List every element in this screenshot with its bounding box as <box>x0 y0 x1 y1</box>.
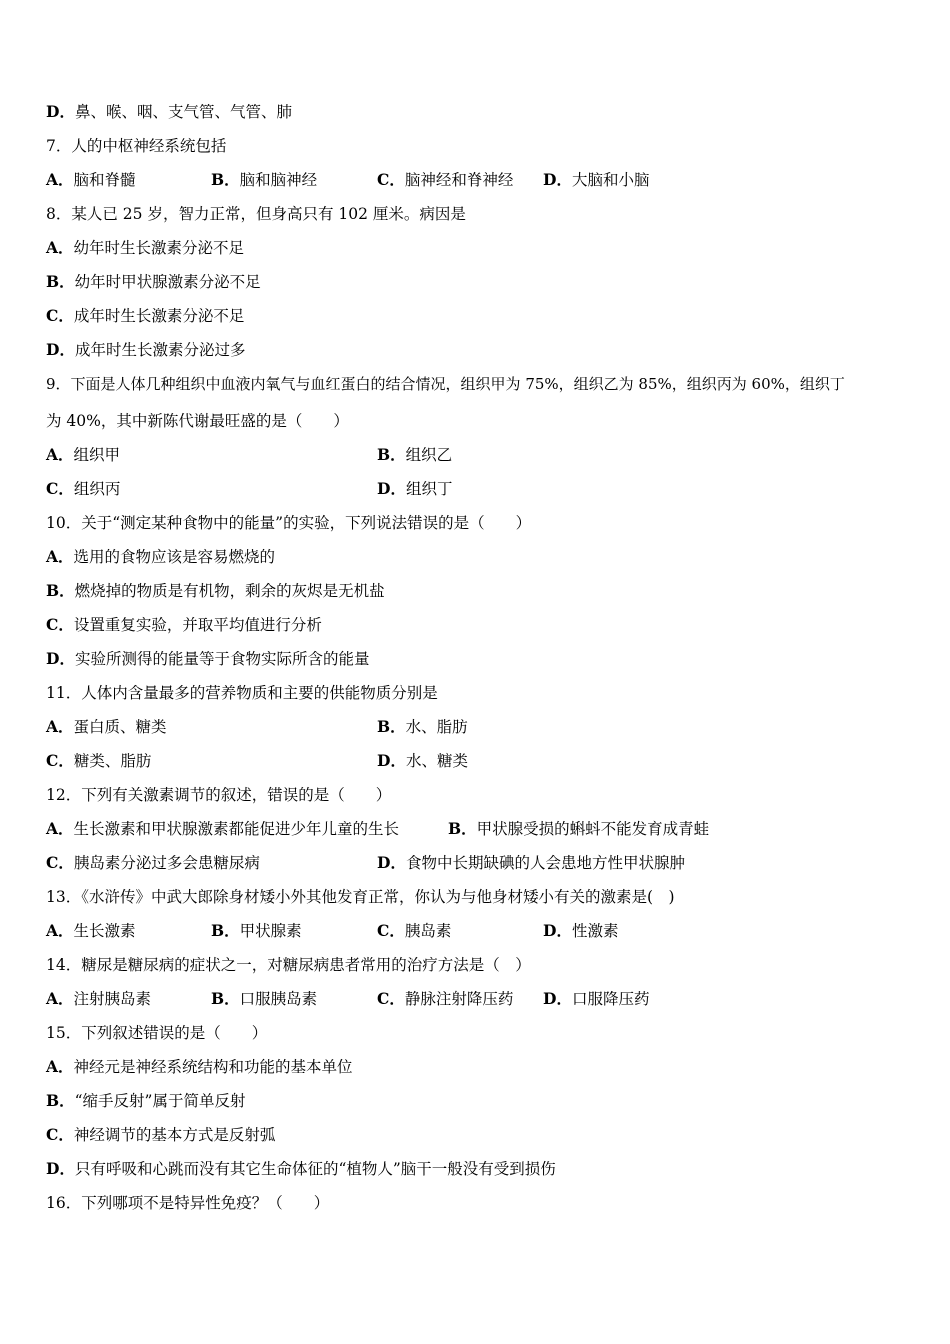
option-d: D．大脑和小脑 <box>543 170 650 189</box>
question-12: 12．下列有关激素调节的叙述，错误的是（ ） <box>46 786 392 804</box>
option-b: B．口服胰岛素 <box>211 989 318 1008</box>
question-11: 11．人体内含量最多的营养物质和主要的供能物质分别是 <box>46 684 438 702</box>
option-a: A．组织甲 <box>46 445 121 464</box>
option-b: B．甲状腺受损的蝌蚪不能发育成青蛙 <box>448 819 710 838</box>
option-c: C．糖类、脂肪 <box>46 751 152 770</box>
question-9: 9．下面是人体几种组织中血液内氧气与血红蛋白的结合情况，组织甲为 75%，组织乙为 85%，组织丙为 60%，组织丁 <box>46 375 845 393</box>
option-c: C．成年时生长激素分泌不足 <box>46 306 245 325</box>
option-a: A．生长激素和甲状腺激素都能促进少年儿童的生长 <box>46 819 400 838</box>
option-d: D．只有呼吸和心跳而没有其它生命体征的“植物人”脑干一般没有受到损伤 <box>46 1159 556 1178</box>
option-c: C．胰岛素分泌过多会患糖尿病 <box>46 853 260 872</box>
option-b: B．“缩手反射”属于简单反射 <box>46 1091 246 1110</box>
option-a: A．脑和脊髓 <box>46 170 136 189</box>
option-d: D．实验所测得的能量等于食物实际所含的能量 <box>46 649 370 668</box>
option-a: A．选用的食物应该是容易燃烧的 <box>46 547 276 566</box>
option-b: B．燃烧掉的物质是有机物，剩余的灰烬是无机盐 <box>46 581 385 600</box>
option-c: C．胰岛素 <box>377 921 452 940</box>
option-b: B．幼年时甲状腺激素分泌不足 <box>46 272 261 291</box>
option-d: D．成年时生长激素分泌过多 <box>46 340 246 359</box>
option-d: D．水、糖类 <box>377 751 468 770</box>
question-8: 8．某人已 25 岁，智力正常，但身高只有 102 厘米。病因是 <box>46 205 466 223</box>
question-16: 16．下列哪项不是特异性免疫？（ ） <box>46 1194 330 1212</box>
option-a: A．注射胰岛素 <box>46 989 152 1008</box>
option-c: C．组织丙 <box>46 479 121 498</box>
option-b: B．脑和脑神经 <box>211 170 318 189</box>
option-a: A．幼年时生长激素分泌不足 <box>46 238 245 257</box>
question-15: 15．下列叙述错误的是（ ） <box>46 1024 268 1042</box>
option-c: C．设置重复实验，并取平均值进行分析 <box>46 615 322 634</box>
option-a: A．神经元是神经系统结构和功能的基本单位 <box>46 1057 353 1076</box>
option-b: B．组织乙 <box>377 445 453 464</box>
option-a: A．蛋白质、糖类 <box>46 717 167 736</box>
option-a: A．生长激素 <box>46 921 136 940</box>
option-d: D．鼻、喉、咽、支气管、气管、肺 <box>46 102 292 121</box>
question-14: 14．糖尿是糖尿病的症状之一，对糖尿病患者常用的治疗方法是（ ） <box>46 956 531 974</box>
question-10: 10．关于“测定某种食物中的能量”的实验，下列说法错误的是（ ） <box>46 514 532 532</box>
question-13: 13．《水浒传》中武大郎除身材矮小外其他发育正常，你认为与他身材矮小有关的激素是( ) <box>46 888 675 906</box>
question-9-cont: 为 40%，其中新陈代谢最旺盛的是（ ） <box>46 412 349 430</box>
option-c: C．静脉注射降压药 <box>377 989 514 1008</box>
option-d: D．食物中长期缺碘的人会患地方性甲状腺肿 <box>377 853 685 872</box>
option-b: B．水、脂肪 <box>377 717 468 736</box>
option-c: C．神经调节的基本方式是反射弧 <box>46 1125 276 1144</box>
option-c: C．脑神经和脊神经 <box>377 170 514 189</box>
question-7: 7．人的中枢神经系统包括 <box>46 137 227 155</box>
option-d: D．组织丁 <box>377 479 453 498</box>
option-d: D．口服降压药 <box>543 989 650 1008</box>
option-d: D．性激素 <box>543 921 619 940</box>
option-b: B．甲状腺素 <box>211 921 302 940</box>
